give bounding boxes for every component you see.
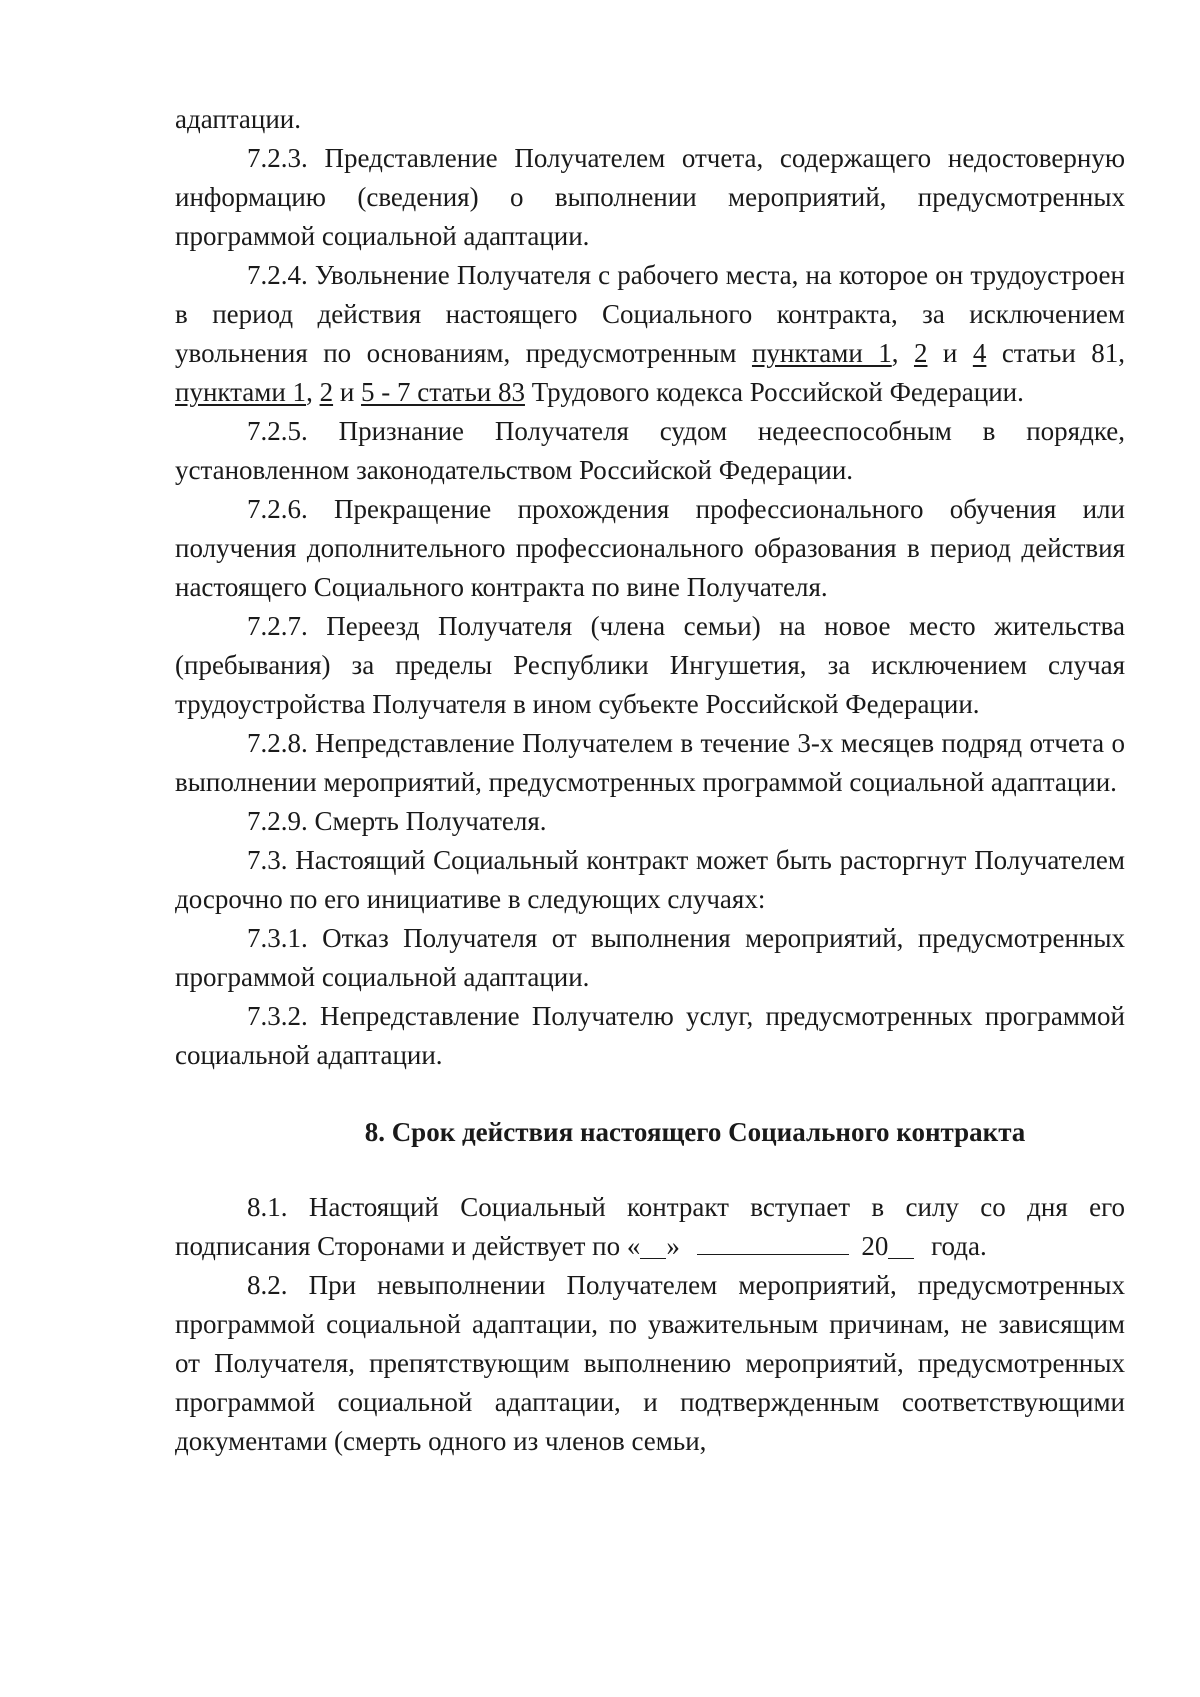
month-blank-field — [697, 1228, 849, 1255]
link-points-5-7-art-83[interactable]: 5 - 7 статьи 83 — [361, 377, 525, 407]
paragraph-7-3-2: 7.3.2. Непредставление Получателю услуг, предусмотренных программой социальной адаптации. — [175, 1001, 1125, 1070]
paragraph-7-2-3: 7.2.3. Представление Получателем отчета, содержащего недостоверную информацию (сведения) о выполнении мероприятий, предусмотренных программой социальной адаптации. — [175, 143, 1125, 251]
text-fragment: Трудового кодекса Российской Федерации. — [524, 377, 1024, 407]
text-fragment: и — [333, 377, 362, 407]
text-fragment: , — [891, 338, 914, 368]
paragraph-7-2-5: 7.2.5. Признание Получателя судом недееспособным в порядке, установленном законодательством Российской Федерации. — [175, 416, 1125, 485]
link-point-2[interactable]: 2 — [913, 338, 928, 368]
text-fragment: статьи 81, — [986, 338, 1126, 368]
paragraph-7-2-9: 7.2.9. Смерть Получателя. — [247, 806, 547, 836]
day-blank-field — [640, 1232, 666, 1259]
link-points-1-art-83[interactable]: пунктами 1 — [175, 377, 307, 407]
text-fragment: 7.2.4. Увольнение Получателя с рабочего места, на которое он трудоустроен в период действия настоящего Социального контракта, за исключением увольнения по основаниям, предусмотренным — [175, 260, 1125, 368]
paragraph-7-3-1: 7.3.1. Отказ Получателя от выполнения мероприятий, предусмотренных программой социальной адаптации. — [175, 923, 1125, 992]
text-fragment: , — [306, 377, 320, 407]
paragraph-7-2-8: 7.2.8. Непредставление Получателем в течение 3-х месяцев подряд отчета о выполнении мероприятий, предусмотренных программой социальной адаптации. — [175, 728, 1125, 797]
text-fragment: 20 — [854, 1231, 889, 1261]
link-point-4[interactable]: 4 — [972, 338, 987, 368]
text-fragment: и — [927, 338, 973, 368]
link-point-2-art-83[interactable]: 2 — [319, 377, 334, 407]
document-page — [175, 100, 1125, 1461]
paragraph-7-3: 7.3. Настоящий Социальный контракт может быть расторгнут Получателем досрочно по его инициативе в следующих случаях: — [175, 845, 1125, 914]
text-fragment: года. — [924, 1231, 987, 1261]
paragraph-8-2: 8.2. При невыполнении Получателем мероприятий, предусмотренных программой социальной адаптации, по уважительным причинам, не зависящим от Получателя, препятствующим выполнению мероприятий, предусмотренных программой социальной адаптации, и подтвержденным соответствующими документами (смерть одного из членов семьи, — [175, 1270, 1125, 1456]
paragraph-7-2-6: 7.2.6. Прекращение прохождения профессионального обучения или получения дополнительного профессионального образования в период действия настоящего Социального контракта по вине Получателя. — [175, 494, 1125, 602]
text-fragment: » — [666, 1231, 687, 1261]
paragraph-8-1 — [175, 1188, 1125, 1266]
paragraph-7-2-4 — [175, 256, 1125, 412]
link-points-1[interactable]: пунктами 1 — [751, 338, 892, 368]
section-heading-8: 8. Срок действия настоящего Социального контракта — [364, 1117, 1026, 1147]
paragraph-7-2-7: 7.2.7. Переезд Получателя (члена семьи) на новое место жительства (пребывания) за пределы Республики Ингушетия, за исключением случая трудоустройства Получателя в ином субъекте Российской Федерации. — [175, 611, 1125, 719]
text-fragment: 8.1. Настоящий Социальный контракт вступает в силу со дня его подписания Сторонами и действует по « — [175, 1192, 1125, 1261]
paragraph-intro: адаптации. — [175, 104, 302, 134]
year-blank-field — [888, 1232, 914, 1259]
